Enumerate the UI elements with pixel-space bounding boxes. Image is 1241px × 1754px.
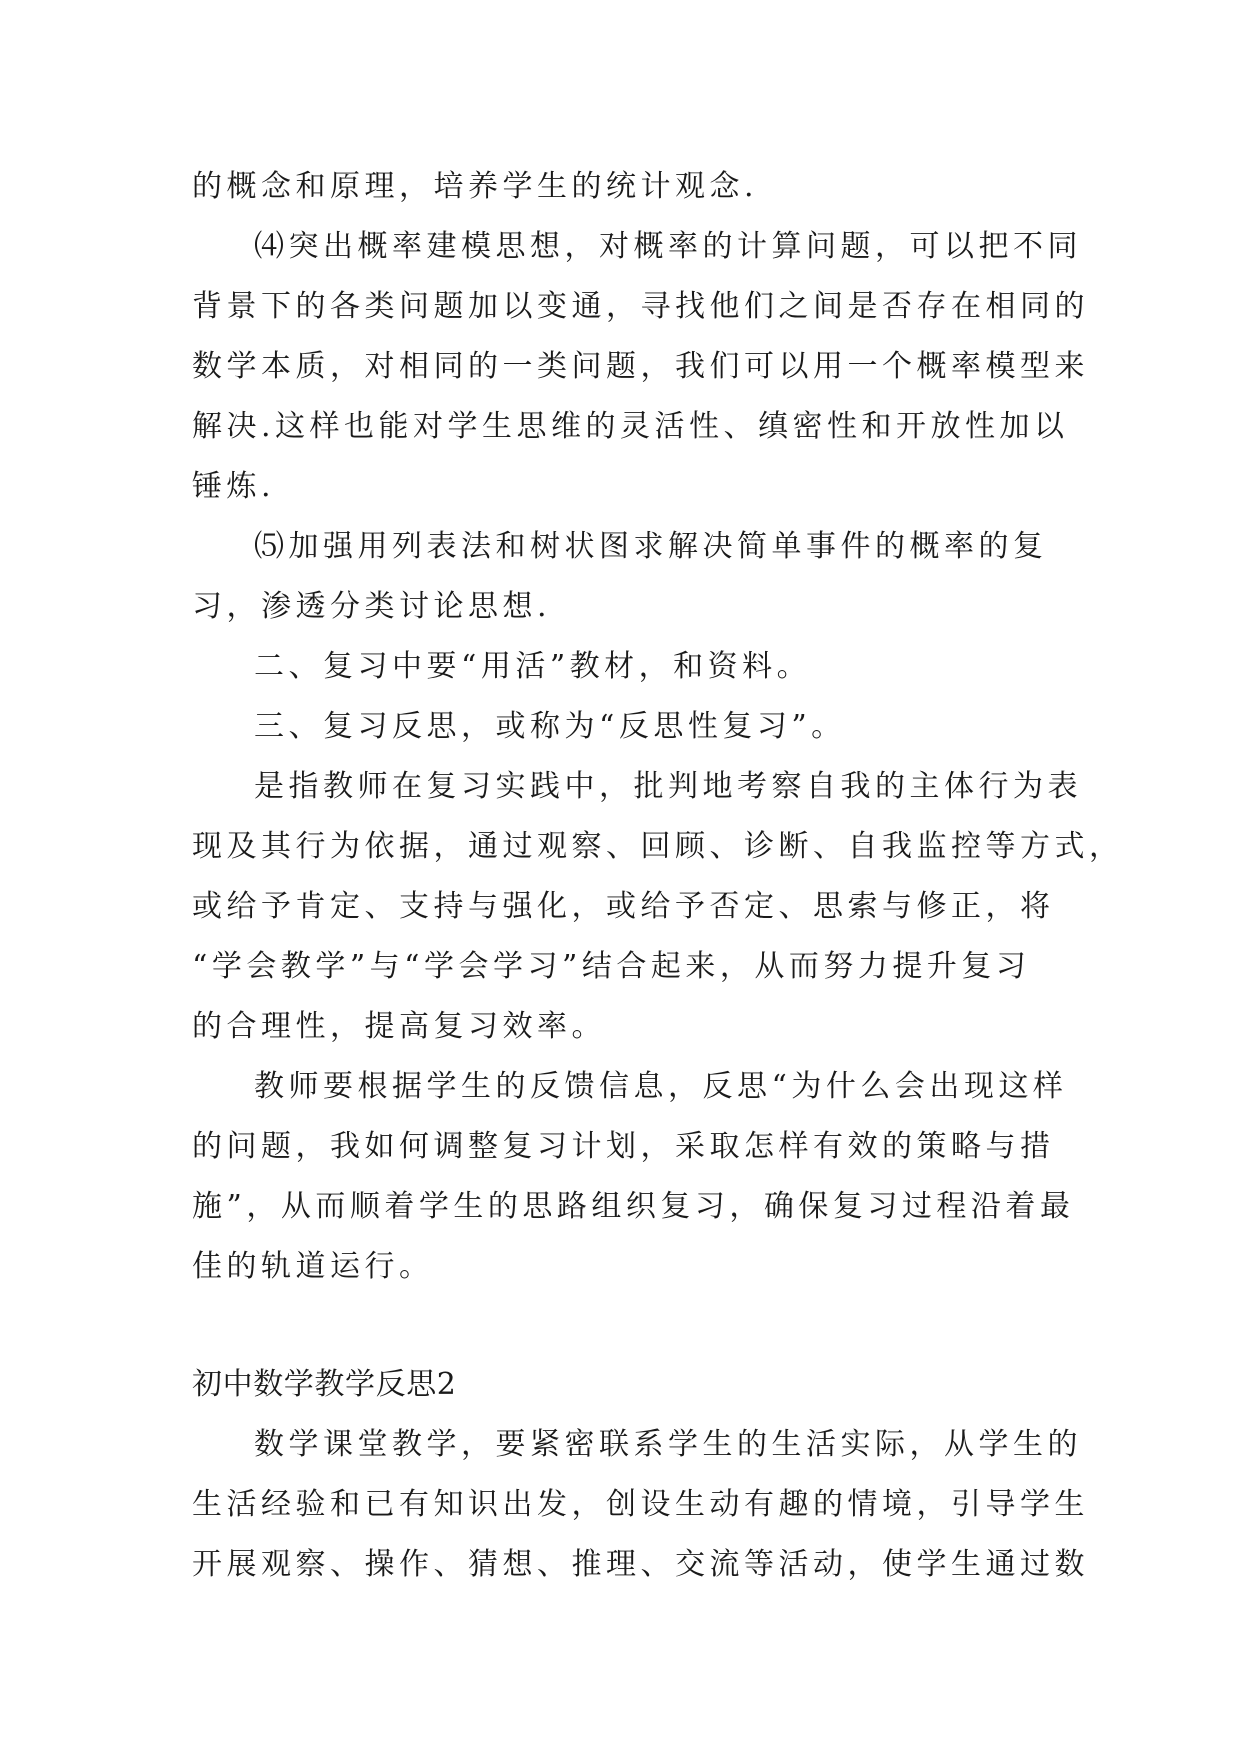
paragraph-line: 三、复习反思，或称为“反思性复习”。 xyxy=(254,709,846,744)
paragraph-line: 现及其行为依据，通过观察、回顾、诊断、自我监控等方式， xyxy=(192,829,1124,864)
section-spacer xyxy=(192,1297,1054,1355)
section-reflection-2 xyxy=(192,1355,1089,1595)
section-reflection-1 xyxy=(192,157,1124,1297)
paragraph-line: 开展观察、操作、猜想、推理、交流等活动，使学生通过数 xyxy=(192,1547,1089,1582)
paragraph-line: “学会教学”与“学会学习”结合起来，从而努力提升复习 xyxy=(192,949,1031,984)
paragraph-line: ⑸加强用列表法和树状图求解决简单事件的概率的复 xyxy=(254,529,1048,564)
paragraph-line: 的概念和原理，培养学生的统计观念. xyxy=(192,169,759,204)
paragraph-line: 施”，从而顺着学生的思路组织复习，确保复习过程沿着最 xyxy=(192,1189,1075,1224)
paragraph-line: 佳的轨道运行。 xyxy=(192,1249,434,1284)
section-heading: 初中数学教学反思2 xyxy=(192,1367,457,1402)
paragraph-line: 解决.这样也能对学生思维的灵活性、缜密性和开放性加以 xyxy=(192,409,1069,444)
paragraph-line: 二、复习中要“用活”教材，和资料。 xyxy=(254,649,812,684)
paragraph-line: 数学本质，对相同的一类问题，我们可以用一个概率模型来 xyxy=(192,349,1089,384)
paragraph-line: 数学课堂教学，要紧密联系学生的生活实际，从学生的 xyxy=(254,1427,1082,1462)
paragraph-line: 是指教师在复习实践中，批判地考察自我的主体行为表 xyxy=(254,769,1082,804)
paragraph-line: 的问题，我如何调整复习计划，采取怎样有效的策略与措 xyxy=(192,1129,1055,1164)
paragraph-line: 习，渗透分类讨论思想. xyxy=(192,589,552,624)
paragraph-line: 的合理性，提高复习效率。 xyxy=(192,1009,606,1044)
document-page xyxy=(192,157,1124,1595)
paragraph-line: 背景下的各类问题加以变通，寻找他们之间是否存在相同的 xyxy=(192,289,1089,324)
paragraph-line: 锤炼. xyxy=(192,469,276,504)
paragraph-line: 教师要根据学生的反馈信息，反思“为什么会出现这样 xyxy=(254,1069,1068,1104)
paragraph-line: 生活经验和已有知识出发，创设生动有趣的情境，引导学生 xyxy=(192,1487,1089,1522)
paragraph-line: 或给予肯定、支持与强化，或给予否定、思索与修正，将 xyxy=(192,889,1055,924)
paragraph-line: ⑷突出概率建模思想，对概率的计算问题，可以把不同 xyxy=(254,229,1082,264)
